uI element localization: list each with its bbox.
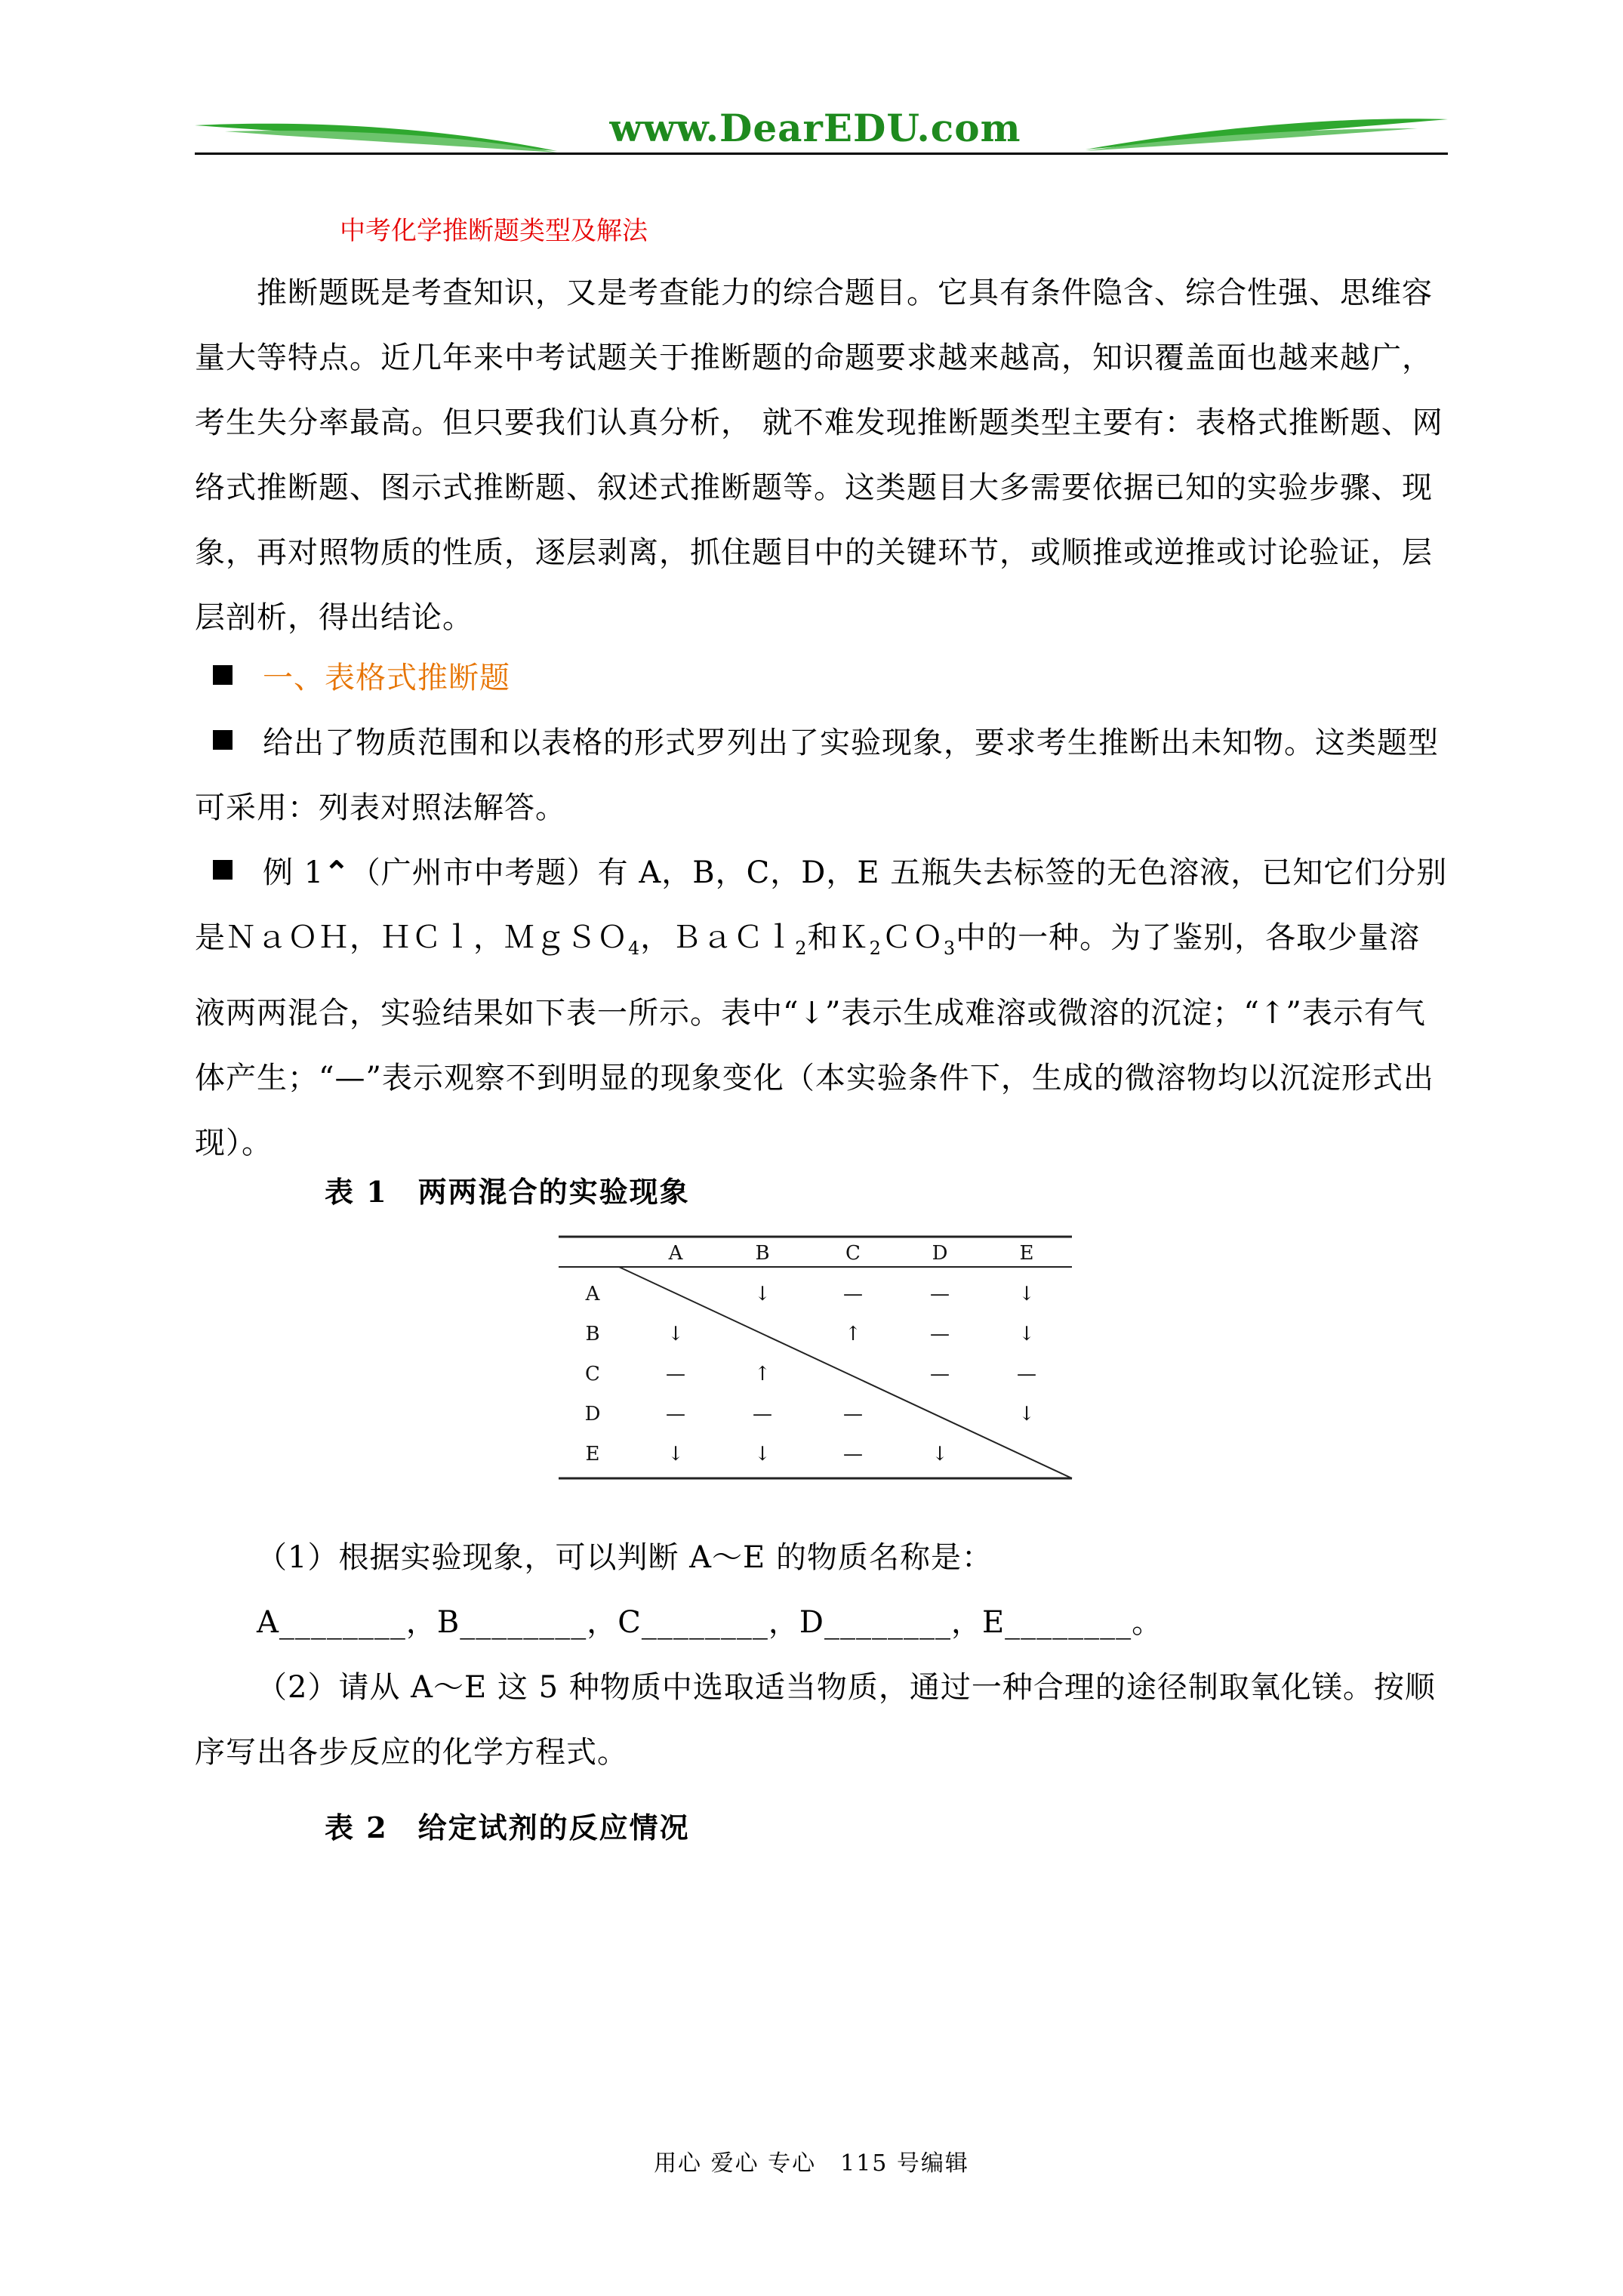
caret-icon: ⌃ xyxy=(324,855,350,890)
bullet-icon xyxy=(213,665,233,685)
answer-line: A________，B________，C________，D________，E________。 xyxy=(257,1605,1163,1640)
table1-cell: — xyxy=(843,1283,863,1305)
site-logo: www.DearEDU.com xyxy=(609,106,1021,150)
table1-cell: — xyxy=(753,1403,772,1425)
section-description-text: 给出了物质范围和以表格的形式罗列出了实验现象，要求考生推断出未知物。这类题型可采用：列表对照法解答。 xyxy=(195,726,1439,825)
example-text: ＣＯ xyxy=(881,920,944,955)
table1-cell: ↓ xyxy=(1018,1283,1035,1305)
example-paragraph xyxy=(195,840,1448,1176)
table1-row-label: C xyxy=(585,1363,600,1385)
table1-column-header: A xyxy=(668,1242,683,1265)
table1-cell: — xyxy=(666,1363,685,1385)
subscript: 4 xyxy=(628,938,641,959)
table1-column-header: E xyxy=(1019,1242,1034,1265)
table1-cell: ↓ xyxy=(754,1283,771,1305)
page-footer: 用心 爱心 专心 115 号编辑 xyxy=(654,2150,969,2177)
table1-cell: — xyxy=(843,1403,863,1425)
example-text: ，ＢａＣｌ xyxy=(640,920,796,955)
section-heading xyxy=(195,646,1448,710)
table1-cell: ↓ xyxy=(667,1443,684,1465)
bullet-icon xyxy=(213,860,233,880)
table1-cell: — xyxy=(930,1283,950,1305)
section-description xyxy=(195,710,1448,840)
table1-row-label: D xyxy=(584,1403,601,1425)
table1-cell: ↓ xyxy=(1018,1403,1035,1425)
header-rule xyxy=(195,153,1448,155)
bullet-icon xyxy=(213,730,233,750)
question-1: （1）根据实验现象，可以判断 A～E 的物质名称是： xyxy=(257,1540,993,1575)
table1-cell: — xyxy=(930,1363,950,1385)
table1-column-header: B xyxy=(755,1242,770,1265)
table1-caption: 表 1 两两混合的实验现象 xyxy=(325,1175,690,1209)
table1-cell: ↑ xyxy=(754,1363,771,1385)
table1-cell: ↓ xyxy=(754,1443,771,1465)
table2-caption: 表 2 给定试剂的反应情况 xyxy=(325,1811,690,1845)
table1 xyxy=(559,1232,1079,1489)
table1-cell: — xyxy=(930,1323,950,1345)
table1-cell: — xyxy=(1017,1363,1036,1385)
example-text: 和Ｋ xyxy=(807,920,870,955)
example-text: （广州市中考题）有 A，B，C，D，E 五瓶失去标签的无色溶液，已知它们分别是ＮａＯＨ，ＨＣｌ，ＭｇＳＯ xyxy=(195,855,1448,955)
table1-column-header: D xyxy=(932,1242,948,1265)
section-heading-text: 一、表格式推断题 xyxy=(263,661,510,695)
subscript: 3 xyxy=(943,938,956,959)
table1-graphic xyxy=(559,1232,1079,1489)
document-title: 中考化学推断题类型及解法 xyxy=(340,216,648,246)
intro-paragraph: 推断题既是考查知识，又是考查能力的综合题目。它具有条件隐含、综合性强、思维容量大等特点。近几年来中考试题关于推断题的命题要求越来越高，知识覆盖面也越来越广，考生失分率最高。但只要我们认真分析， 就不难发现推断题类型主要有：表格式推断题、网络式推断题、图示式推断题、叙述式推断题等。这类题目大多需要依据已知的实验步骤、现象，再对照物质的性质，逐层剥离，抓住题目中的关键环节，或顺推或逆推或讨论验证，层层剖析，得出结论。 xyxy=(195,276,1443,635)
table1-column-header: C xyxy=(845,1242,861,1265)
table1-row-label: E xyxy=(585,1443,600,1465)
example-label: 例 1 xyxy=(263,855,325,890)
table1-row-label: A xyxy=(585,1283,600,1305)
subscript: 2 xyxy=(795,938,808,959)
table1-cell: ↓ xyxy=(932,1443,948,1465)
table1-cell: ↓ xyxy=(667,1323,684,1345)
subscript: 2 xyxy=(869,938,882,959)
table1-cell: — xyxy=(666,1403,685,1425)
example-text: 中的一种。为了鉴别，各取少量溶液两两混合，实验结果如下表一所示。表中“↓”表示生成难溶或微溶的沉淀；“↑”表示有气体产生；“—”表示观察不到明显的现象变化（本实验条件下，生成的微溶物均以沉淀形式出现）。 xyxy=(195,920,1434,1160)
table1-cell: ↓ xyxy=(1018,1323,1035,1345)
table1-row-label: B xyxy=(585,1323,600,1345)
table1-cell: ↑ xyxy=(845,1323,861,1345)
table1-cell: — xyxy=(843,1443,863,1465)
question-2: （2）请从 A～E 这 5 种物质中选取适当物质，通过一种合理的途径制取氧化镁。按顺序写出各步反应的化学方程式。 xyxy=(195,1670,1436,1770)
